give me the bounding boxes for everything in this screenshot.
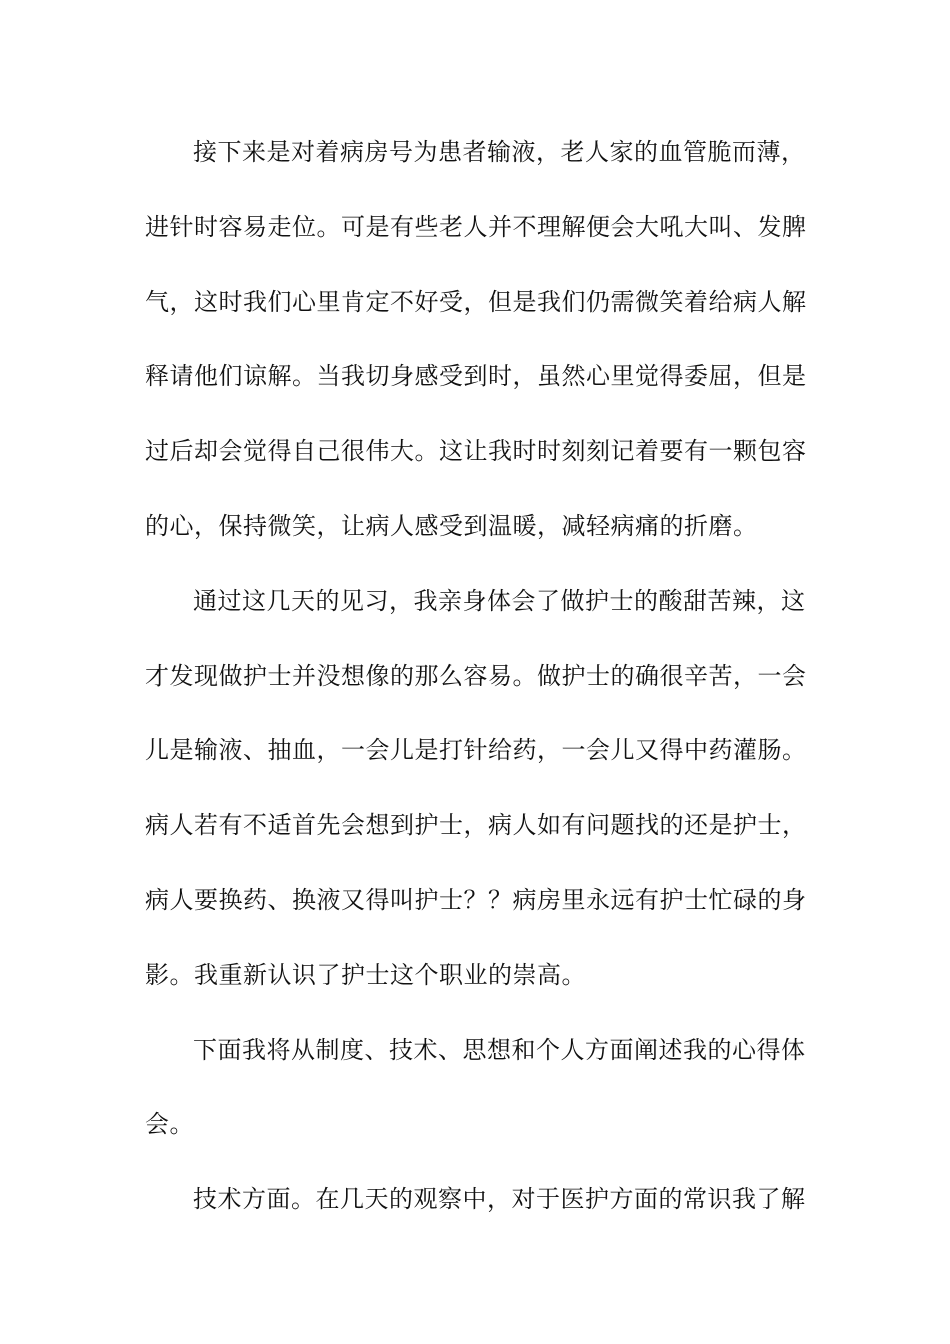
text-line: 气，这时我们心里肯定不好受，但是我们仍需微笑着给病人解 [145, 287, 807, 316]
text-line: 病人若有不适首先会想到护士，病人如有问题找的还是护士， [145, 811, 807, 840]
text-line: 会。 [145, 1110, 194, 1139]
text-line: 释请他们谅解。当我切身感受到时，虽然心里觉得委屈，但是 [145, 362, 807, 391]
text-line: 接下来是对着病房号为患者输液，老人家的血管脆而薄， [193, 138, 806, 166]
text-line: 的心，保持微笑，让病人感受到温暖，减轻病痛的折磨。 [145, 511, 758, 540]
text-line: 儿是输液、抽血，一会儿是打针给药，一会儿又得中药灌肠。 [145, 736, 807, 765]
text-line: 病人要换药、换液又得叫护士？？病房里永远有护士忙碌的身 [145, 885, 807, 914]
body-text [145, 128, 817, 1250]
text-line: 影。我重新认识了护士这个职业的崇高。 [145, 960, 586, 989]
text-line: 通过这几天的见习，我亲身体会了做护士的酸甜苦辣，这 [193, 586, 806, 615]
text-line: 技术方面。在几天的观察中，对于医护方面的常识我了解 [193, 1185, 806, 1214]
text-line: 下面我将从制度、技术、思想和个人方面阐述我的心得体 [193, 1035, 806, 1064]
text-line: 进针时容易走位。可是有些老人并不理解便会大吼大叫、发脾 [145, 212, 807, 241]
text-line: 过后却会觉得自己很伟大。这让我时时刻刻记着要有一颗包容 [145, 437, 807, 466]
text-line: 才发现做护士并没想像的那么容易。做护士的确很辛苦，一会 [145, 661, 807, 690]
